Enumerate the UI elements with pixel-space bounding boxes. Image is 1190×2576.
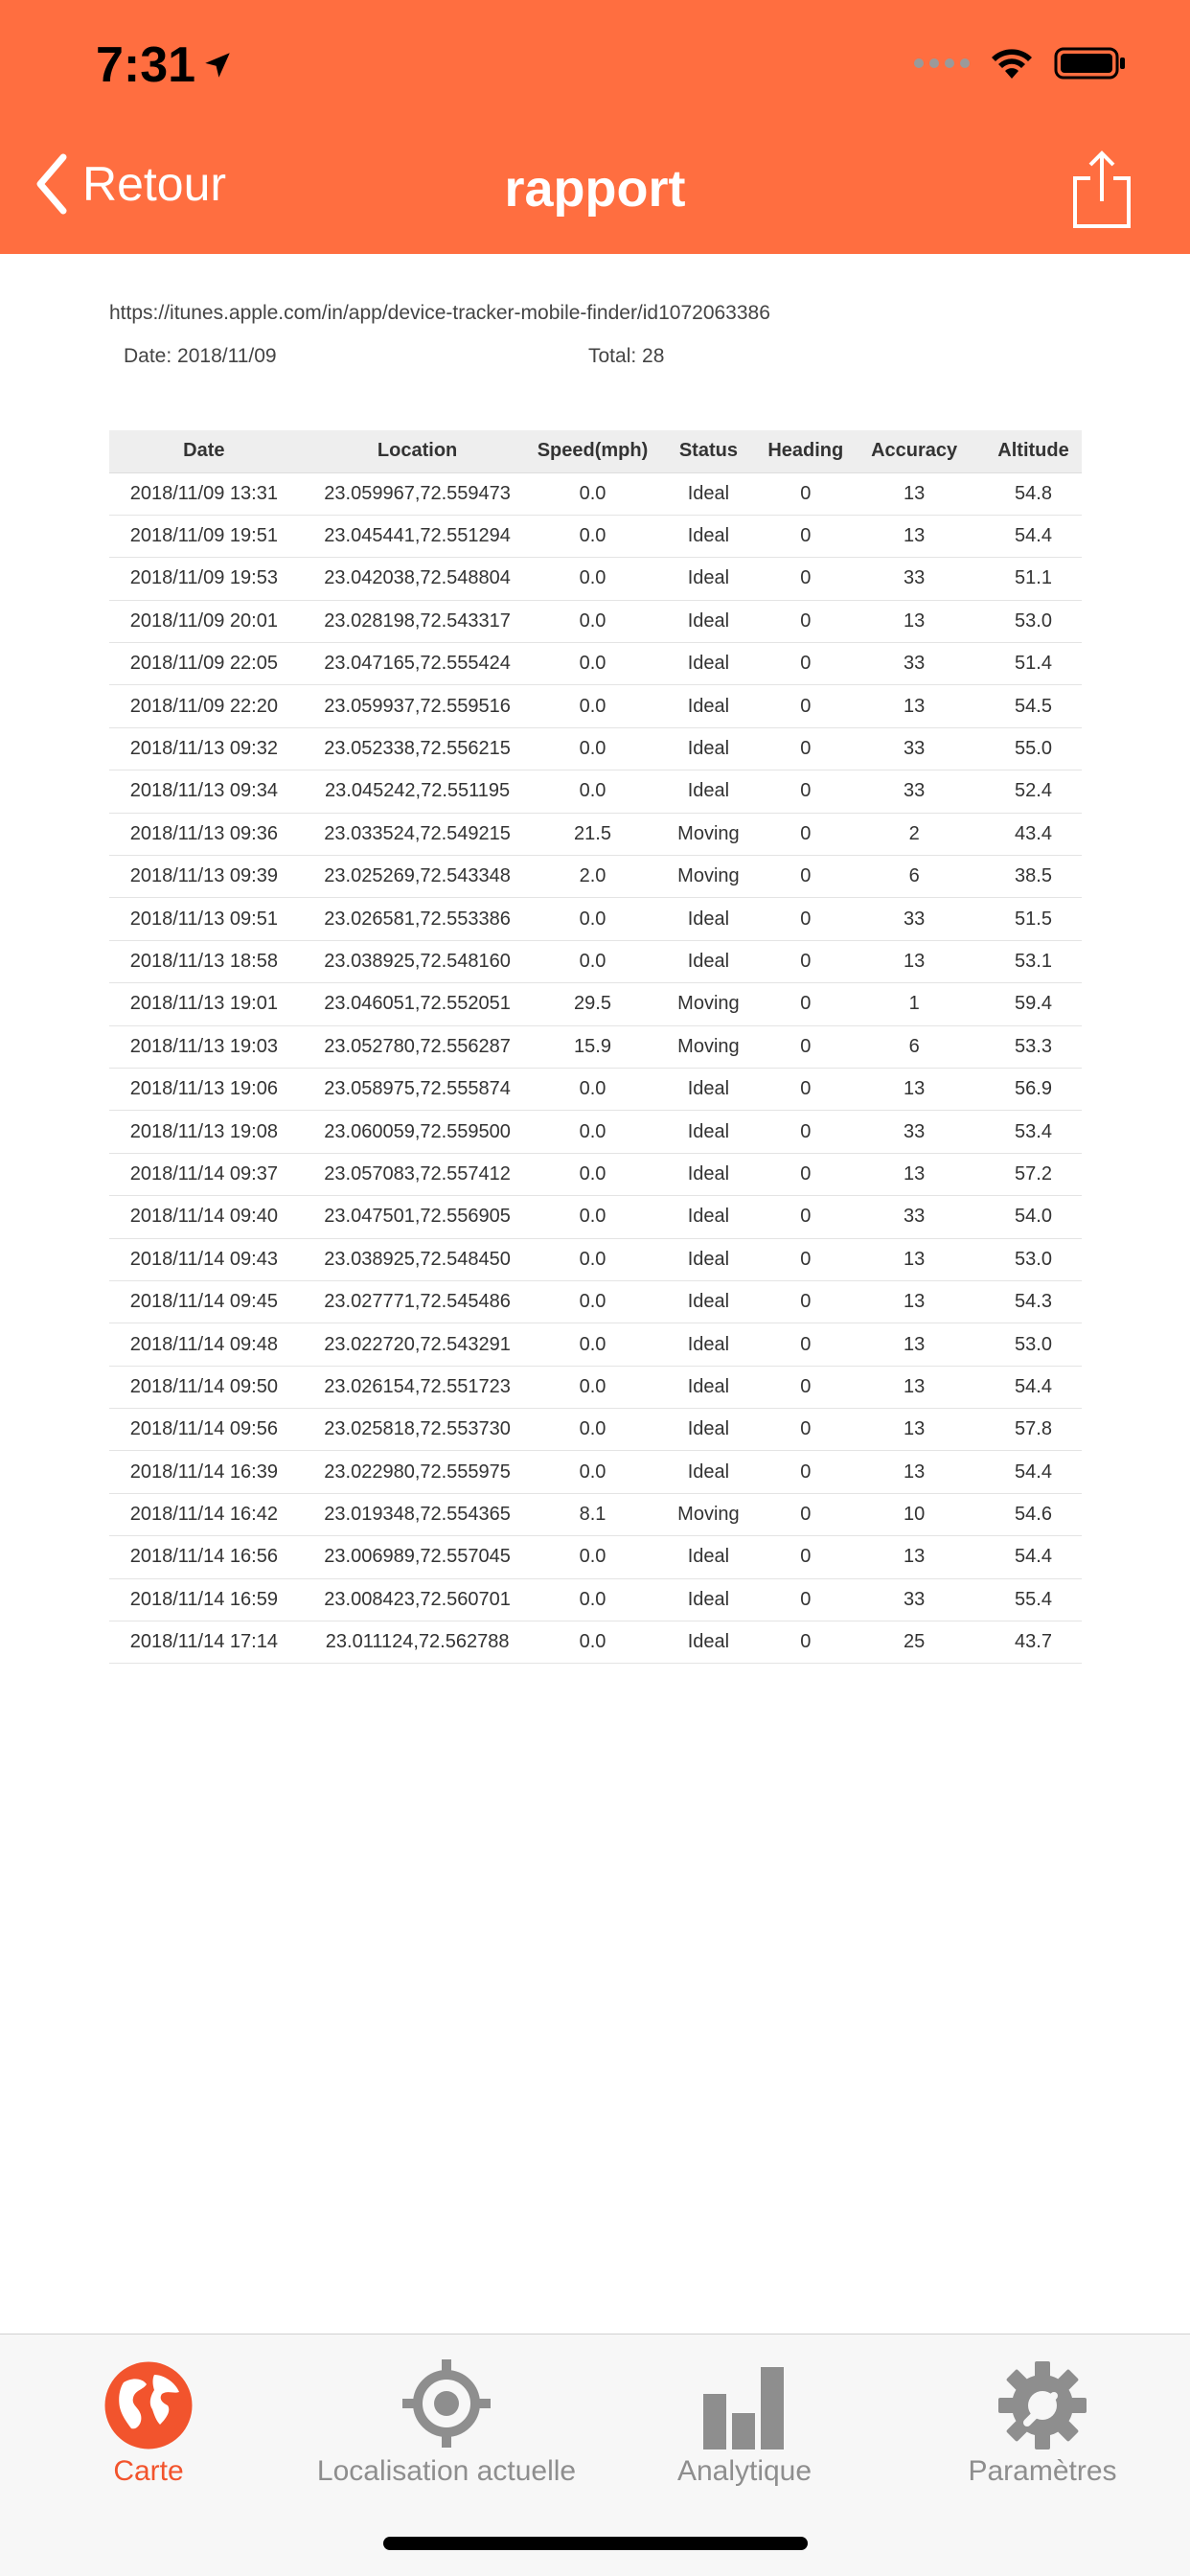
column-header-altitude: Altitude [985,430,1082,472]
cell-accuracy: 13 [843,1238,985,1280]
cell-date: 2018/11/13 09:32 [109,727,299,770]
cell-speed: 0.0 [537,898,650,940]
cell-accuracy: 33 [843,558,985,600]
cell-heading: 0 [767,1068,843,1110]
cell-location: 23.027771,72.545486 [299,1280,537,1322]
cell-status: Ideal [650,770,768,813]
globe-icon [104,2361,193,2450]
cell-altitude: 54.4 [985,515,1082,557]
table-row [109,1493,1082,1535]
table-row [109,643,1082,685]
cell-speed: 0.0 [537,1323,650,1366]
cell-location: 23.042038,72.548804 [299,558,537,600]
cell-status: Moving [650,813,768,855]
cell-date: 2018/11/14 17:14 [109,1622,299,1664]
cell-altitude: 53.0 [985,1238,1082,1280]
cell-location: 23.022720,72.543291 [299,1323,537,1366]
cell-altitude: 53.0 [985,1323,1082,1366]
cell-date: 2018/11/09 19:51 [109,515,299,557]
signal-dots-icon [914,58,970,68]
cell-location: 23.058975,72.555874 [299,1068,537,1110]
cell-altitude: 51.1 [985,558,1082,600]
cell-accuracy: 33 [843,727,985,770]
cell-status: Ideal [650,1578,768,1621]
cell-date: 2018/11/13 19:01 [109,983,299,1025]
table-row [109,472,1082,515]
cell-location: 23.047501,72.556905 [299,1196,537,1238]
cell-altitude: 53.4 [985,1111,1082,1153]
cell-location: 23.052780,72.556287 [299,1025,537,1068]
cell-accuracy: 6 [843,1025,985,1068]
table-body [109,472,1082,1664]
cell-status: Ideal [650,643,768,685]
cell-status: Ideal [650,727,768,770]
cell-heading: 0 [767,1451,843,1493]
cell-status: Moving [650,983,768,1025]
cell-speed: 0.0 [537,1536,650,1578]
battery-icon [1054,46,1127,80]
cell-date: 2018/11/13 09:34 [109,770,299,813]
cell-heading: 0 [767,1622,843,1664]
table-row [109,685,1082,727]
cell-heading: 0 [767,515,843,557]
cell-altitude: 54.5 [985,685,1082,727]
cell-location: 23.047165,72.555424 [299,643,537,685]
cell-heading: 0 [767,600,843,642]
cell-accuracy: 2 [843,813,985,855]
cell-altitude: 56.9 [985,1068,1082,1110]
column-header-speed: Speed(mph) [537,430,650,472]
cell-altitude: 54.6 [985,1493,1082,1535]
cell-status: Ideal [650,898,768,940]
cell-heading: 0 [767,856,843,898]
cell-speed: 29.5 [537,983,650,1025]
cell-altitude: 57.8 [985,1409,1082,1451]
cell-altitude: 55.0 [985,727,1082,770]
cell-speed: 0.0 [537,1578,650,1621]
cell-status: Ideal [650,600,768,642]
cell-heading: 0 [767,1323,843,1366]
cell-speed: 0.0 [537,685,650,727]
cell-heading: 0 [767,685,843,727]
tab-label-parametres: Paramètres [968,2455,1117,2487]
cell-speed: 0.0 [537,1196,650,1238]
report-content [0,254,1190,2334]
cell-altitude: 54.8 [985,472,1082,515]
report-total: Total: 28 [588,345,665,367]
cell-status: Ideal [650,515,768,557]
table-row [109,856,1082,898]
table-row [109,1578,1082,1621]
cell-date: 2018/11/13 19:08 [109,1111,299,1153]
cell-date: 2018/11/13 18:58 [109,940,299,982]
table-row [109,1622,1082,1664]
table-row [109,940,1082,982]
cell-altitude: 57.2 [985,1153,1082,1195]
cell-location: 23.045242,72.551195 [299,770,537,813]
cell-heading: 0 [767,1153,843,1195]
table-row [109,983,1082,1025]
cell-speed: 0.0 [537,1409,650,1451]
cell-heading: 0 [767,940,843,982]
tab-localisation-actuelle[interactable] [298,2344,595,2507]
cell-accuracy: 13 [843,600,985,642]
cell-location: 23.026154,72.551723 [299,1366,537,1408]
cell-speed: 15.9 [537,1025,650,1068]
cell-heading: 0 [767,472,843,515]
table-row [109,1366,1082,1408]
table-row [109,727,1082,770]
cell-accuracy: 13 [843,685,985,727]
cell-speed: 0.0 [537,1068,650,1110]
cell-accuracy: 6 [843,856,985,898]
cell-heading: 0 [767,1238,843,1280]
cell-accuracy: 33 [843,898,985,940]
column-header-accuracy: Accuracy [843,430,985,472]
cell-altitude: 53.1 [985,940,1082,982]
cell-date: 2018/11/14 09:40 [109,1196,299,1238]
cell-accuracy: 13 [843,1451,985,1493]
cell-heading: 0 [767,1578,843,1621]
table-row [109,558,1082,600]
cell-altitude: 54.4 [985,1366,1082,1408]
cell-date: 2018/11/13 09:51 [109,898,299,940]
status-bar-time [96,36,234,94]
cell-accuracy: 33 [843,1578,985,1621]
cell-speed: 0.0 [537,600,650,642]
cell-status: Ideal [650,1622,768,1664]
cell-accuracy: 13 [843,515,985,557]
cell-date: 2018/11/14 16:42 [109,1493,299,1535]
cell-speed: 0.0 [537,1451,650,1493]
back-label: Retour [82,157,227,211]
cell-altitude: 43.7 [985,1622,1082,1664]
report-url[interactable]: https://itunes.apple.com/in/app/device-tracker-mobile-finder/id1072063386 [109,302,770,324]
cell-accuracy: 13 [843,1409,985,1451]
cell-status: Ideal [650,1111,768,1153]
cell-location: 23.038925,72.548450 [299,1238,537,1280]
page-title: rapport [504,160,686,218]
crosshair-icon [400,2358,492,2450]
tab-label-carte: Carte [113,2455,184,2487]
cell-status: Ideal [650,1323,768,1366]
location-arrow-icon [201,49,234,81]
cell-heading: 0 [767,1111,843,1153]
column-header-location: Location [299,430,537,472]
cell-date: 2018/11/09 13:31 [109,472,299,515]
cell-heading: 0 [767,770,843,813]
cell-location: 23.025818,72.553730 [299,1409,537,1451]
cell-altitude: 51.5 [985,898,1082,940]
nav-header [0,0,1190,254]
table-row [109,1323,1082,1366]
share-button[interactable] [1071,150,1133,235]
cell-speed: 0.0 [537,515,650,557]
cell-date: 2018/11/14 09:43 [109,1238,299,1280]
tab-carte[interactable] [0,2344,297,2507]
cell-accuracy: 13 [843,472,985,515]
table-row [109,1196,1082,1238]
cell-status: Ideal [650,1280,768,1322]
cell-altitude: 54.0 [985,1196,1082,1238]
cell-location: 23.059967,72.559473 [299,472,537,515]
cell-altitude: 55.4 [985,1578,1082,1621]
cell-date: 2018/11/13 09:36 [109,813,299,855]
cell-heading: 0 [767,643,843,685]
cell-status: Moving [650,1493,768,1535]
cell-date: 2018/11/09 22:05 [109,643,299,685]
gear-icon [998,2361,1087,2450]
cell-date: 2018/11/14 09:45 [109,1280,299,1322]
cell-accuracy: 13 [843,1536,985,1578]
cell-altitude: 54.4 [985,1451,1082,1493]
cell-accuracy: 13 [843,1068,985,1110]
cell-heading: 0 [767,1536,843,1578]
cell-accuracy: 25 [843,1622,985,1664]
cell-speed: 0.0 [537,1238,650,1280]
cell-status: Ideal [650,1366,768,1408]
cell-heading: 0 [767,558,843,600]
cell-location: 23.026581,72.553386 [299,898,537,940]
cell-status: Ideal [650,1196,768,1238]
cell-heading: 0 [767,1493,843,1535]
cell-accuracy: 33 [843,1196,985,1238]
cell-speed: 0.0 [537,1153,650,1195]
cell-accuracy: 13 [843,1323,985,1366]
report-table [109,430,1082,1664]
table-row [109,1068,1082,1110]
cell-location: 23.045441,72.551294 [299,515,537,557]
cell-altitude: 38.5 [985,856,1082,898]
cell-altitude: 51.4 [985,643,1082,685]
cell-speed: 2.0 [537,856,650,898]
cell-location: 23.059937,72.559516 [299,685,537,727]
cell-location: 23.011124,72.562788 [299,1622,537,1664]
cell-location: 23.022980,72.555975 [299,1451,537,1493]
cell-status: Ideal [650,1451,768,1493]
cell-accuracy: 1 [843,983,985,1025]
table-row [109,1111,1082,1153]
cell-date: 2018/11/14 09:48 [109,1323,299,1366]
tab-label-localisation: Localisation actuelle [316,2455,577,2487]
tab-parametres[interactable] [894,2344,1190,2507]
cell-speed: 0.0 [537,727,650,770]
cell-location: 23.028198,72.543317 [299,600,537,642]
table-row [109,1025,1082,1068]
wifi-icon [989,46,1035,80]
cell-altitude: 53.0 [985,600,1082,642]
cell-status: Moving [650,1025,768,1068]
table-row [109,1451,1082,1493]
time-label: 7:31 [96,37,196,93]
column-header-status: Status [650,430,768,472]
cell-status: Ideal [650,558,768,600]
cell-date: 2018/11/13 09:39 [109,856,299,898]
cell-accuracy: 33 [843,643,985,685]
bar-chart-icon [703,2367,786,2450]
status-bar-indicators [914,46,1127,80]
cell-accuracy: 33 [843,1111,985,1153]
cell-heading: 0 [767,898,843,940]
cell-speed: 0.0 [537,472,650,515]
cell-status: Ideal [650,1068,768,1110]
cell-location: 23.052338,72.556215 [299,727,537,770]
cell-status: Ideal [650,940,768,982]
cell-heading: 0 [767,813,843,855]
cell-location: 23.008423,72.560701 [299,1578,537,1621]
cell-accuracy: 13 [843,1366,985,1408]
cell-location: 23.033524,72.549215 [299,813,537,855]
cell-date: 2018/11/14 16:39 [109,1451,299,1493]
cell-date: 2018/11/14 16:56 [109,1536,299,1578]
cell-location: 23.025269,72.543348 [299,856,537,898]
cell-status: Ideal [650,1153,768,1195]
cell-speed: 0.0 [537,1622,650,1664]
table-row [109,1536,1082,1578]
cell-accuracy: 13 [843,1153,985,1195]
cell-altitude: 54.4 [985,1536,1082,1578]
cell-date: 2018/11/14 09:37 [109,1153,299,1195]
cell-heading: 0 [767,1409,843,1451]
cell-speed: 0.0 [537,1366,650,1408]
column-header-date: Date [109,430,299,472]
cell-speed: 0.0 [537,1280,650,1322]
table-row [109,600,1082,642]
cell-date: 2018/11/14 09:56 [109,1409,299,1451]
table-row [109,770,1082,813]
cell-accuracy: 33 [843,770,985,813]
cell-accuracy: 13 [843,1280,985,1322]
cell-speed: 0.0 [537,558,650,600]
cell-date: 2018/11/09 19:53 [109,558,299,600]
cell-date: 2018/11/14 09:50 [109,1366,299,1408]
report-date: Date: 2018/11/09 [124,345,277,367]
cell-heading: 0 [767,983,843,1025]
cell-accuracy: 10 [843,1493,985,1535]
column-header-heading: Heading [767,430,843,472]
home-indicator [383,2537,808,2550]
cell-heading: 0 [767,1280,843,1322]
cell-speed: 21.5 [537,813,650,855]
cell-heading: 0 [767,1366,843,1408]
cell-altitude: 54.3 [985,1280,1082,1322]
cell-location: 23.046051,72.552051 [299,983,537,1025]
cell-heading: 0 [767,727,843,770]
cell-heading: 0 [767,1196,843,1238]
cell-altitude: 43.4 [985,813,1082,855]
cell-status: Ideal [650,1238,768,1280]
table-row [109,515,1082,557]
cell-location: 23.057083,72.557412 [299,1153,537,1195]
share-icon [1071,150,1133,230]
cell-speed: 0.0 [537,643,650,685]
table-row [109,898,1082,940]
cell-date: 2018/11/13 19:06 [109,1068,299,1110]
cell-status: Ideal [650,685,768,727]
cell-date: 2018/11/09 22:20 [109,685,299,727]
cell-location: 23.019348,72.554365 [299,1493,537,1535]
cell-date: 2018/11/13 19:03 [109,1025,299,1068]
cell-status: Ideal [650,1409,768,1451]
cell-status: Moving [650,856,768,898]
table-row [109,1409,1082,1451]
cell-altitude: 52.4 [985,770,1082,813]
table-row [109,1153,1082,1195]
table-row [109,1238,1082,1280]
cell-status: Ideal [650,472,768,515]
cell-speed: 0.0 [537,1111,650,1153]
cell-speed: 0.0 [537,770,650,813]
tab-label-analytique: Analytique [676,2455,812,2487]
cell-status: Ideal [650,1536,768,1578]
cell-speed: 0.0 [537,940,650,982]
cell-date: 2018/11/09 20:01 [109,600,299,642]
cell-heading: 0 [767,1025,843,1068]
cell-location: 23.006989,72.557045 [299,1536,537,1578]
table-row [109,1280,1082,1322]
cell-altitude: 53.3 [985,1025,1082,1068]
cell-accuracy: 13 [843,940,985,982]
cell-date: 2018/11/14 16:59 [109,1578,299,1621]
cell-location: 23.038925,72.548160 [299,940,537,982]
cell-altitude: 59.4 [985,983,1082,1025]
tab-analytique[interactable] [596,2344,893,2507]
cell-location: 23.060059,72.559500 [299,1111,537,1153]
table-header-row [109,430,1082,472]
cell-speed: 8.1 [537,1493,650,1535]
table-row [109,813,1082,855]
